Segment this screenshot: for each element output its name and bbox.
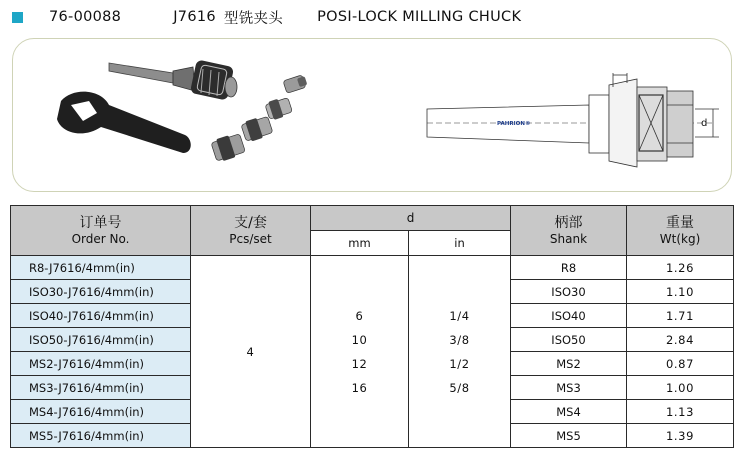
weight-cell: 0.87 xyxy=(627,352,734,376)
size-in-list xyxy=(409,304,510,400)
wrench-illustration xyxy=(57,92,191,153)
header-order-en: Order No. xyxy=(71,231,130,246)
order-number-cell: MS4-J7616/4mm(in) xyxy=(11,400,191,424)
product-model: J7616 xyxy=(173,9,216,25)
size-in-cell xyxy=(409,256,511,448)
weight-cell: 1.26 xyxy=(627,256,734,280)
order-number-cell: ISO50-J7616/4mm(in) xyxy=(11,328,191,352)
header-shank-cn: 柄部 xyxy=(554,214,583,231)
header-order-cn: 订单号 xyxy=(79,214,122,231)
size-in-value: 1/4 xyxy=(449,308,470,323)
shank-cell: ISO30 xyxy=(511,280,627,304)
header-weight-cn: 重量 xyxy=(666,214,694,231)
header-weight xyxy=(627,206,734,256)
size-in-value: 1/2 xyxy=(449,356,470,371)
size-in-value: 3/8 xyxy=(449,332,470,347)
shank-cell: MS5 xyxy=(511,424,627,448)
weight-cell: 1.00 xyxy=(627,376,734,400)
table-row xyxy=(11,256,734,280)
size-mm-value: 12 xyxy=(351,356,368,371)
drawing-dimension-label: d xyxy=(701,118,708,129)
weight-cell: 1.71 xyxy=(627,304,734,328)
header-d: d xyxy=(311,206,511,231)
size-mm-list xyxy=(311,304,408,400)
shank-cell: MS2 xyxy=(511,352,627,376)
chuck-illustration xyxy=(109,59,237,100)
spec-table xyxy=(10,205,734,448)
shank-cell: ISO50 xyxy=(511,328,627,352)
header-weight-en: Wt(kg) xyxy=(659,231,701,246)
product-code: 76-00088 xyxy=(49,9,122,25)
header-pcs-en: Pcs/set xyxy=(229,231,272,246)
size-mm-value: 16 xyxy=(351,380,368,395)
weight-cell: 1.10 xyxy=(627,280,734,304)
header-mm: mm xyxy=(311,231,409,256)
size-in-value: 5/8 xyxy=(449,380,470,395)
header-shank-en: Shank xyxy=(549,231,588,246)
shank-cell: MS4 xyxy=(511,400,627,424)
shank-cell: MS3 xyxy=(511,376,627,400)
size-mm-value: 6 xyxy=(355,308,364,323)
header-shank xyxy=(511,206,627,256)
shank-cell: ISO40 xyxy=(511,304,627,328)
drawing-brand-label: PAHRION® xyxy=(497,121,531,127)
order-number-cell: ISO40-J7616/4mm(in) xyxy=(11,304,191,328)
weight-cell: 2.84 xyxy=(627,328,734,352)
order-number-cell: ISO30-J7616/4mm(in) xyxy=(11,280,191,304)
order-number-cell: MS3-J7616/4mm(in) xyxy=(11,376,191,400)
order-number-cell: R8-J7616/4mm(in) xyxy=(11,256,191,280)
pcs-per-set-cell: 4 xyxy=(191,256,311,448)
size-mm-value: 10 xyxy=(351,332,368,347)
header-in: in xyxy=(409,231,511,256)
weight-cell: 1.13 xyxy=(627,400,734,424)
weight-cell: 1.39 xyxy=(627,424,734,448)
chuck-technical-drawing xyxy=(413,65,725,171)
order-number-cell: MS2-J7616/4mm(in) xyxy=(11,352,191,376)
product-title-cn: 型铣夹头 xyxy=(223,10,284,27)
product-image-panel xyxy=(12,38,732,192)
product-photo xyxy=(43,43,373,189)
size-mm-cell xyxy=(311,256,409,448)
header-order-no xyxy=(11,206,191,256)
header-pcs-set xyxy=(191,206,311,256)
page-header xyxy=(12,6,521,28)
header-pcs-cn: 支/套 xyxy=(234,214,267,231)
order-number-cell: MS5-J7616/4mm(in) xyxy=(11,424,191,448)
product-title-en: POSI-LOCK MILLING CHUCK xyxy=(317,9,522,25)
section-marker xyxy=(12,12,23,23)
shank-cell: R8 xyxy=(511,256,627,280)
